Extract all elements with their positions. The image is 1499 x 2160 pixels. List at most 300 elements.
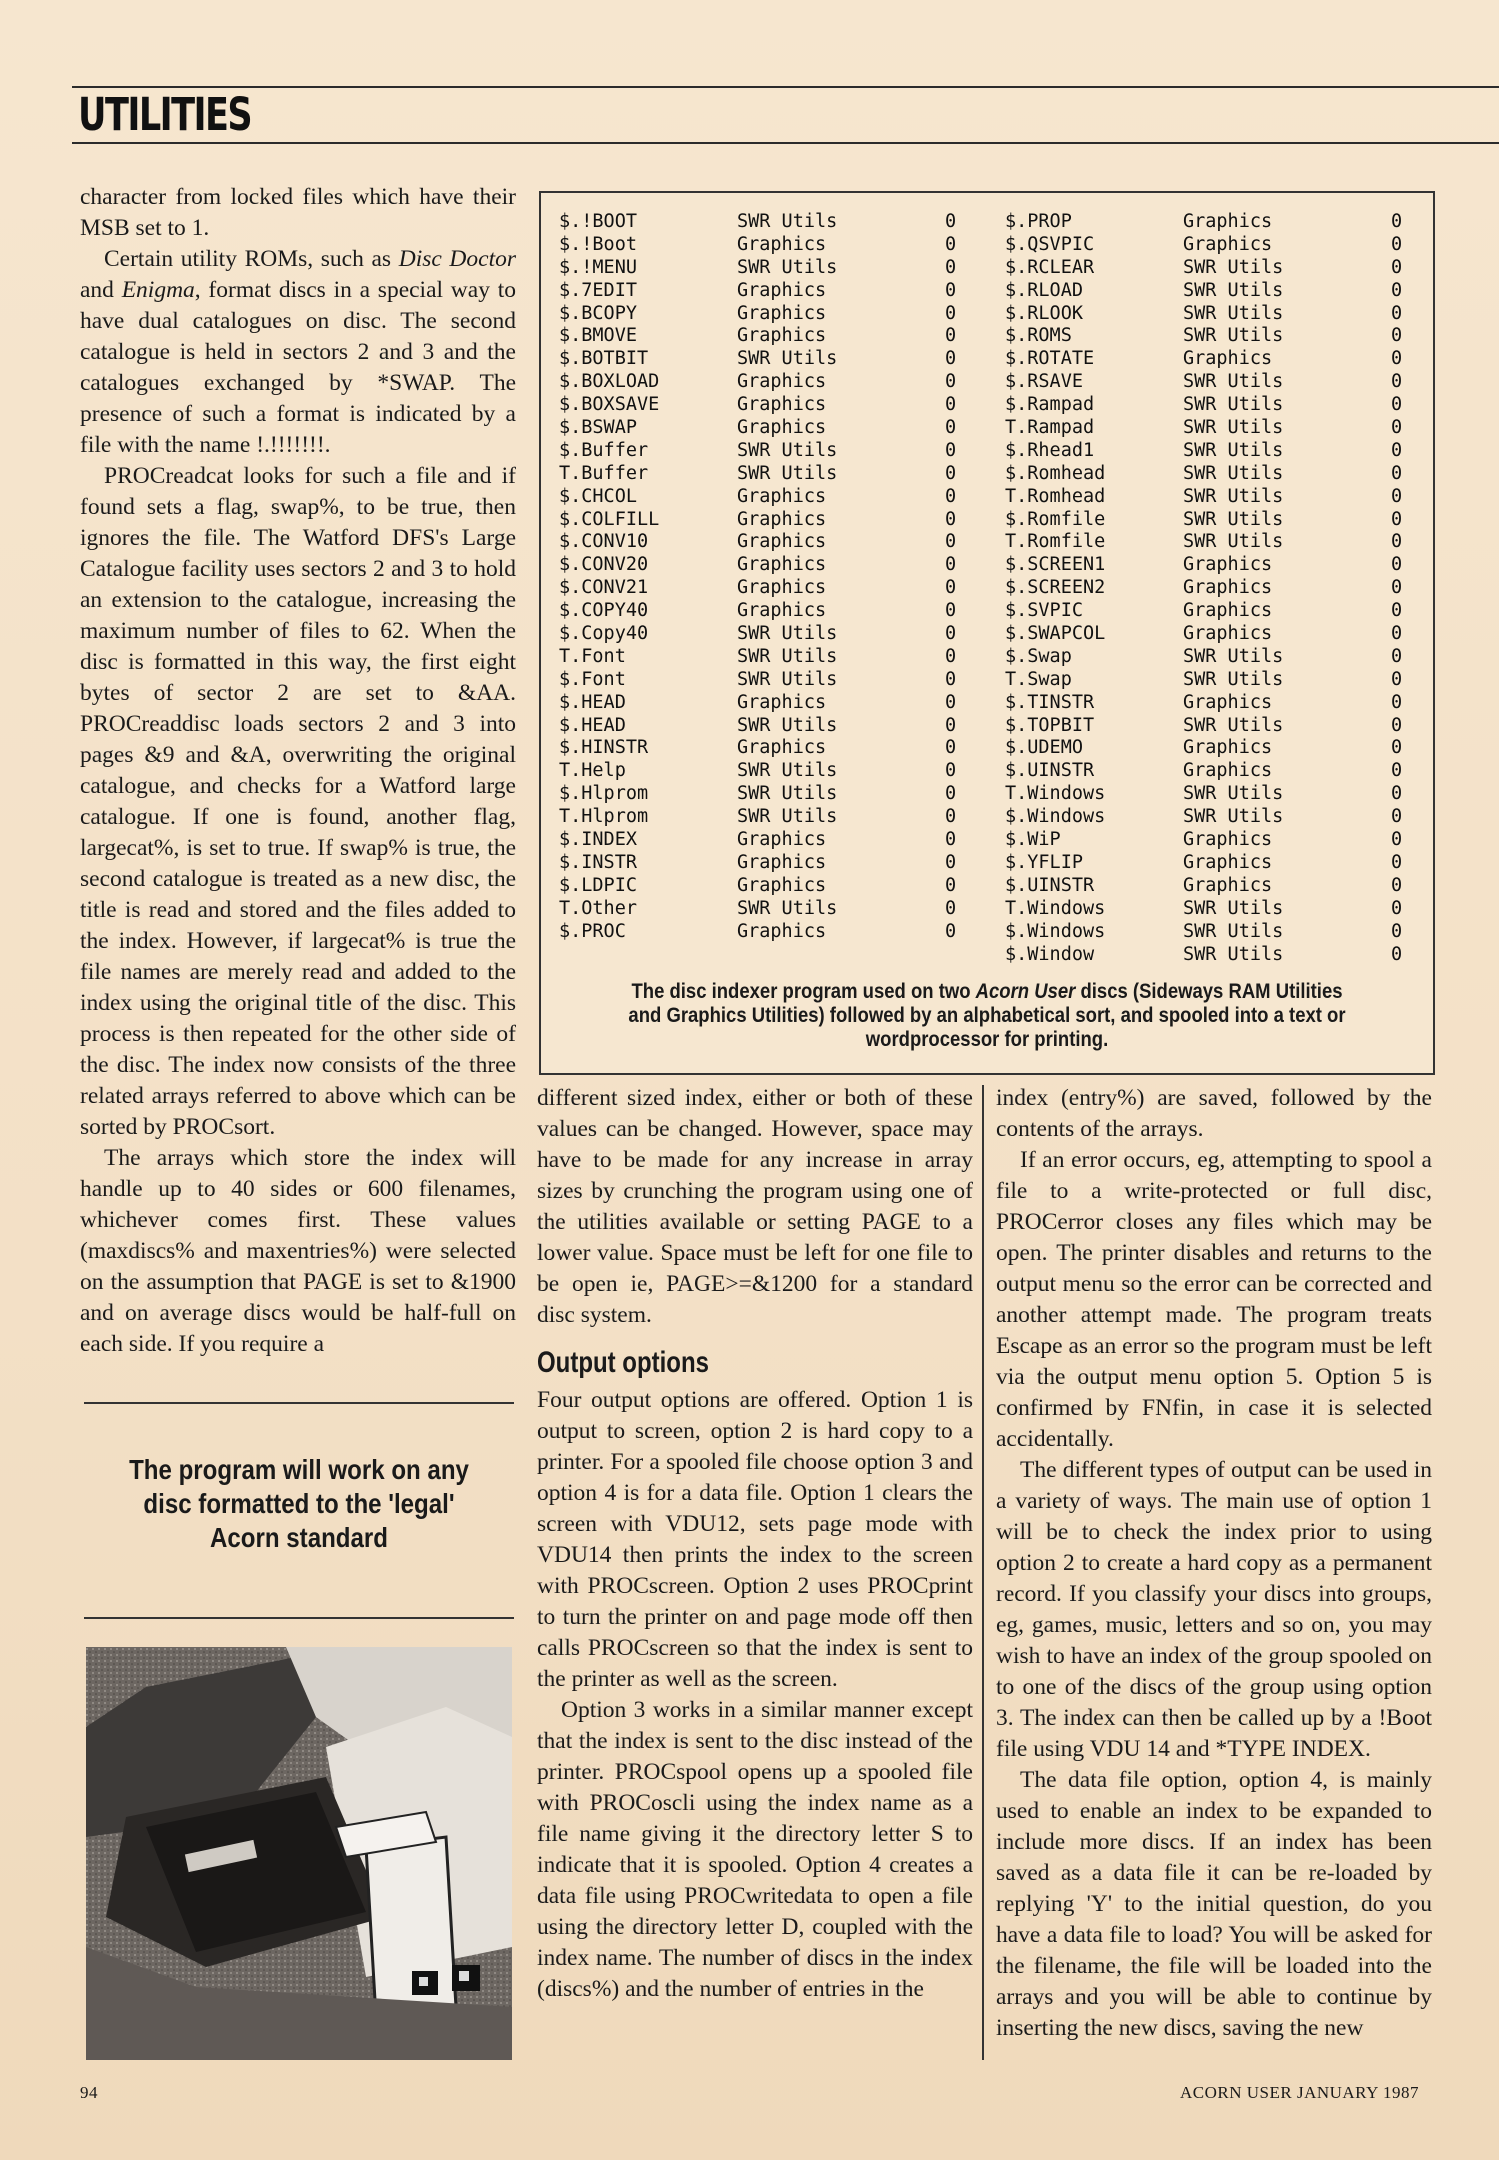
listing-row bbox=[559, 623, 1005, 646]
listing-count: 0 bbox=[1391, 508, 1403, 530]
listing-filename: $.Swap bbox=[1005, 645, 1072, 667]
listing-disc-title: Graphics bbox=[737, 554, 827, 576]
listing-filename: T.Romhead bbox=[1005, 485, 1106, 507]
listing-row bbox=[1005, 692, 1451, 715]
listing-count: 0 bbox=[1391, 325, 1403, 347]
listing-count: 0 bbox=[1391, 371, 1403, 393]
listing-count: 0 bbox=[945, 417, 957, 439]
listing-row bbox=[559, 325, 1005, 348]
listing-disc-title: Graphics bbox=[737, 279, 827, 301]
listing-filename: T.Other bbox=[559, 897, 637, 919]
listing-count: 0 bbox=[945, 600, 957, 622]
listing-row bbox=[1005, 898, 1451, 921]
col1-paragraph-4: The arrays which store the index will handle up to 40 sides or 600 filenames, whichever comes first. These values (maxdiscs% and maxentries%) were selected on the assumption that PAGE is set to &1900 and on average discs would be half-full on each side. If you require a bbox=[80, 1145, 516, 1357]
listing-disc-title: SWR Utils bbox=[1183, 302, 1284, 324]
italic-title: Acorn User bbox=[975, 979, 1076, 1003]
listing-row bbox=[559, 371, 1005, 394]
listing-filename: $.!Boot bbox=[559, 233, 637, 255]
listing-row bbox=[1005, 646, 1451, 669]
listing-disc-title: SWR Utils bbox=[737, 348, 838, 370]
listing-row bbox=[559, 417, 1005, 440]
listing-disc-title: SWR Utils bbox=[737, 256, 838, 278]
listing-filename: $.Font bbox=[559, 668, 626, 690]
listing-disc-title: SWR Utils bbox=[1183, 371, 1284, 393]
magazine-footer: ACORN USER JANUARY 1987 bbox=[1180, 2083, 1419, 2102]
column-3 bbox=[996, 1083, 1432, 2044]
text-span: discs (Sideways RAM Utilities and Graphics Utilities) followed by an alphabetical sort, and spooled into a text or wordprocessor for printing. bbox=[628, 979, 1346, 1051]
listing-disc-title: SWR Utils bbox=[1183, 279, 1284, 301]
listing-count: 0 bbox=[1391, 600, 1403, 622]
listing-count: 0 bbox=[945, 897, 957, 919]
listing-filename: $.YFLIP bbox=[1005, 851, 1083, 873]
listing-filename: T.Buffer bbox=[559, 462, 649, 484]
listing-count: 0 bbox=[945, 668, 957, 690]
listing-row bbox=[559, 852, 1005, 875]
col2-paragraph-2: Four output options are offered. Option 1 is output to screen, option 2 is hard copy to a printer. For a spooled file choose option 3 and option 4 is for a data file. Option 1 clears the screen with VDU12, sets page mode with VDU14 then prints the index to the screen with PROCscreen. Option 2 uses PROCprint to turn the printer on and page mode off then calls PROCscreen so that the index is sent to the printer as well as the screen. bbox=[537, 1387, 973, 1692]
listing-left-column bbox=[559, 211, 1005, 944]
listing-disc-title: Graphics bbox=[737, 851, 827, 873]
listing-row bbox=[1005, 623, 1451, 646]
listing-filename: $.SCREEN2 bbox=[1005, 577, 1106, 599]
listing-row bbox=[559, 600, 1005, 623]
listing-disc-title: Graphics bbox=[737, 920, 827, 942]
listing-row bbox=[559, 394, 1005, 417]
listing-disc-title: Graphics bbox=[737, 302, 827, 324]
listing-count: 0 bbox=[945, 348, 957, 370]
listing-row bbox=[559, 806, 1005, 829]
col1-paragraph-3: PROCreadcat looks for such a file and if found sets a flag, swap%, to be true, then ignores the file. The Watford DFS's Large Catalogue facility uses sectors 2 and 3 to hold an extension to the catalogue, increasing the maximum number of files to 62. When the disc is formatted in this way, the first eight bytes of sector 2 are set to &AA. PROCreaddisc loads sectors 2 and 3 into pages &9 and &A, overwriting the original catalogue, and checks for a Watford large catalogue. If one is found, another flag, largecat%, is set to true. If swap% is true, the second catalogue is treated as a new disc, the title is read and stored and the files added to the index. However, if largecat% is true the file names are merely read and added to the index using the original title of the disc. This process is then repeated for the other side of the disc. The index now consists of the three related arrays referred to above which can be sorted by PROCsort. bbox=[80, 463, 516, 1140]
listing-count: 0 bbox=[945, 554, 957, 576]
listing-filename: $.RLOAD bbox=[1005, 279, 1083, 301]
listing-disc-title: SWR Utils bbox=[737, 714, 838, 736]
listing-disc-title: Graphics bbox=[1183, 554, 1273, 576]
listing-row bbox=[1005, 783, 1451, 806]
listing-count: 0 bbox=[945, 645, 957, 667]
listing-disc-title: SWR Utils bbox=[737, 439, 838, 461]
listing-disc-title: SWR Utils bbox=[1183, 485, 1284, 507]
listing-disc-title: Graphics bbox=[737, 600, 827, 622]
listing-disc-title: Graphics bbox=[737, 233, 827, 255]
listing-count: 0 bbox=[1391, 394, 1403, 416]
col3-paragraph-1: index (entry%) are saved, followed by the contents of the arrays. bbox=[996, 1085, 1432, 1142]
listing-disc-title: SWR Utils bbox=[1183, 417, 1284, 439]
listing-count: 0 bbox=[1391, 806, 1403, 828]
listing-filename: $.INDEX bbox=[559, 829, 637, 851]
program-listing-box bbox=[539, 191, 1435, 1075]
listing-filename: T.Romfile bbox=[1005, 531, 1106, 553]
listing-disc-title: SWR Utils bbox=[1183, 897, 1284, 919]
listing-count: 0 bbox=[1391, 943, 1403, 965]
listing-disc-title: SWR Utils bbox=[1183, 943, 1284, 965]
listing-row bbox=[1005, 531, 1451, 554]
listing-filename: $.BCOPY bbox=[559, 302, 637, 324]
listing-count: 0 bbox=[945, 211, 957, 232]
listing-row bbox=[559, 646, 1005, 669]
listing-filename: $.Buffer bbox=[559, 439, 649, 461]
listing-count: 0 bbox=[945, 371, 957, 393]
listing-count: 0 bbox=[1391, 714, 1403, 736]
col2-paragraph-3: Option 3 works in a similar manner except that the index is sent to the disc instead of the printer. PROCspool opens up a spooled file with PROCoscli using the index name as a file name giving it the directory letter S to indicate that it is spooled. Option 4 creates a data file using PROCwritedata to open a file using the directory letter D, coupled with the index name. The number of discs in the index (discs%) and the number of entries in the bbox=[537, 1697, 973, 2002]
listing-row bbox=[1005, 371, 1451, 394]
listing-disc-title: SWR Utils bbox=[1183, 806, 1284, 828]
column-1 bbox=[80, 182, 516, 1360]
listing-filename: $.Copy40 bbox=[559, 623, 649, 645]
listing-filename: $.Windows bbox=[1005, 806, 1106, 828]
listing-disc-title: SWR Utils bbox=[737, 760, 838, 782]
listing-count: 0 bbox=[1391, 302, 1403, 324]
listing-count: 0 bbox=[1391, 645, 1403, 667]
italic-title: Enigma bbox=[121, 277, 195, 303]
listing-disc-title: SWR Utils bbox=[1183, 325, 1284, 347]
listing-filename: $.SVPIC bbox=[1005, 600, 1083, 622]
listing-disc-title: SWR Utils bbox=[1183, 714, 1284, 736]
listing-row bbox=[1005, 394, 1451, 417]
listing-disc-title: SWR Utils bbox=[1183, 920, 1284, 942]
listing-filename: T.Font bbox=[559, 645, 626, 667]
listing-filename: $.RSAVE bbox=[1005, 371, 1083, 393]
listing-filename: $.CONV10 bbox=[559, 531, 649, 553]
listing-disc-title: Graphics bbox=[737, 371, 827, 393]
listing-row bbox=[559, 669, 1005, 692]
listing-filename: $.BMOVE bbox=[559, 325, 637, 347]
listing-filename: $.HEAD bbox=[559, 714, 626, 736]
listing-filename: $.TOPBIT bbox=[1005, 714, 1095, 736]
listing-filename: $.BOTBIT bbox=[559, 348, 649, 370]
listing-disc-title: Graphics bbox=[737, 829, 827, 851]
col3-paragraph-2: If an error occurs, eg, attempting to spool a file to a write-protected or full disc, PROCerror closes any files which may be open. The printer disables and returns to the output menu so the error can be corrected and another attempt made. The program treats Escape as an error so the program must be left via the output menu option 5. Option 5 is confirmed by FNfin, in case it is selected accidentally. bbox=[996, 1147, 1432, 1452]
listing-disc-title: Graphics bbox=[737, 417, 827, 439]
listing-row bbox=[559, 463, 1005, 486]
listing-row bbox=[1005, 509, 1451, 532]
listing-filename: $.CONV20 bbox=[559, 554, 649, 576]
listing-count: 0 bbox=[945, 279, 957, 301]
listing-row bbox=[1005, 463, 1451, 486]
listing-filename: $.!BOOT bbox=[559, 211, 637, 232]
listing-disc-title: Graphics bbox=[1183, 623, 1273, 645]
listing-count: 0 bbox=[945, 874, 957, 896]
listing-filename: $.BSWAP bbox=[559, 417, 637, 439]
listing-count: 0 bbox=[945, 531, 957, 553]
listing-disc-title: SWR Utils bbox=[1183, 645, 1284, 667]
listing-filename: $.INSTR bbox=[559, 851, 637, 873]
listing-row bbox=[1005, 737, 1451, 760]
listing-filename: T.Windows bbox=[1005, 897, 1106, 919]
listing-row bbox=[1005, 921, 1451, 944]
listing-disc-title: SWR Utils bbox=[737, 668, 838, 690]
listing-row bbox=[1005, 577, 1451, 600]
listing-count: 0 bbox=[1391, 737, 1403, 759]
listing-row bbox=[559, 280, 1005, 303]
listing-count: 0 bbox=[1391, 256, 1403, 278]
listing-filename: $.RLOOK bbox=[1005, 302, 1083, 324]
listing-disc-title: SWR Utils bbox=[1183, 439, 1284, 461]
listing-filename: $.Romhead bbox=[1005, 462, 1106, 484]
italic-title: Disc Doctor bbox=[398, 246, 517, 272]
column-divider bbox=[982, 1085, 984, 2060]
listing-row bbox=[1005, 852, 1451, 875]
listing-row bbox=[559, 440, 1005, 463]
col3-paragraph-4: The data file option, option 4, is mainly used to enable an index to be expanded to include more discs. If an index has been saved as a data file it can be re-loaded by replying 'Y' to the initial question, do you have a data file to load? You will be asked for the filename, the file will be loaded into the arrays and you will be able to continue by inserting the new discs, saving the new bbox=[996, 1767, 1432, 2041]
listing-count: 0 bbox=[945, 737, 957, 759]
listing-count: 0 bbox=[1391, 485, 1403, 507]
listing-row bbox=[1005, 554, 1451, 577]
listing-count: 0 bbox=[945, 829, 957, 851]
listing-row bbox=[1005, 760, 1451, 783]
listing-filename: $.UDEMO bbox=[1005, 737, 1083, 759]
listing-filename: $.ROTATE bbox=[1005, 348, 1095, 370]
listing-row bbox=[1005, 257, 1451, 280]
listing-count: 0 bbox=[945, 302, 957, 324]
listing-row bbox=[1005, 280, 1451, 303]
listing-filename: $.Window bbox=[1005, 943, 1095, 965]
listing-count: 0 bbox=[1391, 874, 1403, 896]
listing-filename: $.7EDIT bbox=[559, 279, 637, 301]
listing-filename: $.PROC bbox=[559, 920, 626, 942]
listing-count: 0 bbox=[1391, 920, 1403, 942]
listing-filename: $.CHCOL bbox=[559, 485, 637, 507]
listing-filename: $.CONV21 bbox=[559, 577, 649, 599]
listing-count: 0 bbox=[1391, 897, 1403, 919]
listing-disc-title: Graphics bbox=[1183, 577, 1273, 599]
listing-row bbox=[559, 577, 1005, 600]
listing-filename: $.Romfile bbox=[1005, 508, 1106, 530]
listing-row bbox=[1005, 234, 1451, 257]
listing-count: 0 bbox=[1391, 623, 1403, 645]
text-span: , format discs in a special way to have dual catalogues on disc. The second catalogue is held in sectors 2 and 3 and the catalogues exchanged by *SWAP. The presence of such a format is indicated by a file with the name !.!!!!!!!. bbox=[80, 277, 516, 458]
listing-count: 0 bbox=[945, 920, 957, 942]
listing-count: 0 bbox=[945, 233, 957, 255]
header-underline bbox=[72, 142, 1499, 144]
listing-disc-title: Graphics bbox=[1183, 211, 1273, 232]
listing-filename: $.UINSTR bbox=[1005, 760, 1095, 782]
listing-row bbox=[1005, 600, 1451, 623]
listing-filename: $.HINSTR bbox=[559, 737, 649, 759]
listing-count: 0 bbox=[1391, 462, 1403, 484]
listing-count: 0 bbox=[1391, 691, 1403, 713]
listing-disc-title: Graphics bbox=[1183, 737, 1273, 759]
listing-filename: $.QSVPIC bbox=[1005, 233, 1095, 255]
listing-row bbox=[1005, 944, 1451, 967]
listing-filename: $.SWAPCOL bbox=[1005, 623, 1106, 645]
listing-row bbox=[559, 760, 1005, 783]
listing-disc-title: Graphics bbox=[737, 508, 827, 530]
listing-row bbox=[1005, 715, 1451, 738]
listing-row bbox=[1005, 348, 1451, 371]
listing-filename: T.Rampad bbox=[1005, 417, 1095, 439]
col3-paragraph-3: The different types of output can be used in a variety of ways. The main use of option 1 will be to check the index prior to using option 2 to create a hard copy as a permanent record. If you classify your discs into groups, eg, games, music, letters and so on, you may wish to have an index of the group spooled on to one of the discs of the group using option 3. The index can then be called up by a !Boot file using VDU 14 and *TYPE INDEX. bbox=[996, 1457, 1432, 1762]
col1-paragraph-2 bbox=[80, 244, 516, 461]
listing-disc-title: SWR Utils bbox=[737, 897, 838, 919]
caption-text bbox=[621, 979, 1354, 1051]
listing-row bbox=[1005, 829, 1451, 852]
col2-paragraph-1: different sized index, either or both of these values can be changed. However, space may have to be made for any increase in array sizes by crunching the program using one of the utilities available or setting PAGE to a lower value. Space must be left for one file to be open ie, PAGE>=&1200 for a standard disc system. bbox=[537, 1085, 973, 1328]
listing-count: 0 bbox=[945, 760, 957, 782]
listing-filename: T.Windows bbox=[1005, 783, 1106, 805]
listing-disc-title: SWR Utils bbox=[1183, 394, 1284, 416]
listing-right-column bbox=[1005, 211, 1451, 966]
listing-row bbox=[559, 715, 1005, 738]
listing-row bbox=[1005, 303, 1451, 326]
listing-filename: $.ROMS bbox=[1005, 325, 1072, 347]
listing-row bbox=[559, 737, 1005, 760]
listing-disc-title: Graphics bbox=[737, 394, 827, 416]
listing-row bbox=[1005, 440, 1451, 463]
listing-disc-title: SWR Utils bbox=[1183, 531, 1284, 553]
listing-disc-title: SWR Utils bbox=[1183, 462, 1284, 484]
listing-count: 0 bbox=[945, 783, 957, 805]
listing-disc-title: Graphics bbox=[737, 531, 827, 553]
listing-filename: $.LDPIC bbox=[559, 874, 637, 896]
listing-count: 0 bbox=[945, 851, 957, 873]
page-number: 94 bbox=[80, 2083, 98, 2102]
listing-row bbox=[559, 783, 1005, 806]
listing-disc-title: Graphics bbox=[737, 485, 827, 507]
listing-filename: $.Rhead1 bbox=[1005, 439, 1095, 461]
listing-count: 0 bbox=[1391, 279, 1403, 301]
listing-row bbox=[559, 348, 1005, 371]
listing-count: 0 bbox=[1391, 668, 1403, 690]
listing-filename: $.UINSTR bbox=[1005, 874, 1095, 896]
listing-disc-title: Graphics bbox=[1183, 600, 1273, 622]
listing-filename: $.TINSTR bbox=[1005, 691, 1095, 713]
listing-disc-title: Graphics bbox=[1183, 829, 1273, 851]
header-rule bbox=[72, 86, 1499, 88]
listing-disc-title: Graphics bbox=[1183, 760, 1273, 782]
listing-disc-title: SWR Utils bbox=[737, 806, 838, 828]
listing-row bbox=[559, 509, 1005, 532]
listing-count: 0 bbox=[1391, 531, 1403, 553]
listing-row bbox=[559, 921, 1005, 944]
listing-disc-title: Graphics bbox=[737, 874, 827, 896]
listing-count: 0 bbox=[1391, 211, 1403, 232]
listing-disc-title: Graphics bbox=[1183, 691, 1273, 713]
listing-disc-title: Graphics bbox=[737, 691, 827, 713]
listing-count: 0 bbox=[945, 806, 957, 828]
listing-filename: $.BOXLOAD bbox=[559, 371, 660, 393]
listing-filename: T.Swap bbox=[1005, 668, 1072, 690]
listing-count: 0 bbox=[1391, 783, 1403, 805]
listing-disc-title: SWR Utils bbox=[737, 623, 838, 645]
listing-count: 0 bbox=[1391, 348, 1403, 370]
listing-filename: $.SCREEN1 bbox=[1005, 554, 1106, 576]
listing-filename: $.COPY40 bbox=[559, 600, 649, 622]
listing-count: 0 bbox=[945, 394, 957, 416]
listing-filename: T.Hlprom bbox=[559, 806, 649, 828]
listing-disc-title: Graphics bbox=[1183, 851, 1273, 873]
text-span: The disc indexer program used on two bbox=[631, 979, 976, 1003]
listing-row bbox=[1005, 486, 1451, 509]
listing-disc-title: SWR Utils bbox=[1183, 256, 1284, 278]
listing-count: 0 bbox=[1391, 417, 1403, 439]
listing-disc-title: Graphics bbox=[1183, 874, 1273, 896]
listing-count: 0 bbox=[1391, 829, 1403, 851]
listing-row bbox=[559, 257, 1005, 280]
listing-row bbox=[559, 531, 1005, 554]
listing-filename: $.WiP bbox=[1005, 829, 1061, 851]
listing-row bbox=[559, 554, 1005, 577]
pullquote-text: The program will work on any disc formatted to the 'legal' Acorn standard bbox=[129, 1454, 469, 1553]
listing-disc-title: SWR Utils bbox=[1183, 668, 1284, 690]
pullquote bbox=[84, 1453, 514, 1555]
listing-disc-title: Graphics bbox=[1183, 233, 1273, 255]
listing-row bbox=[559, 898, 1005, 921]
listing-filename: $.!MENU bbox=[559, 256, 637, 278]
photo-illustration bbox=[86, 1647, 512, 2060]
listing-filename: $.COLFILL bbox=[559, 508, 660, 530]
photo-disc-boxes bbox=[86, 1647, 512, 2060]
listing-count: 0 bbox=[945, 577, 957, 599]
listing-count: 0 bbox=[945, 623, 957, 645]
listing-count: 0 bbox=[945, 325, 957, 347]
listing-disc-title: Graphics bbox=[737, 577, 827, 599]
listing-filename: $.PROP bbox=[1005, 211, 1072, 232]
listing-filename: $.Windows bbox=[1005, 920, 1106, 942]
listing-disc-title: SWR Utils bbox=[737, 462, 838, 484]
listing-row bbox=[559, 234, 1005, 257]
listing-filename: $.Rampad bbox=[1005, 394, 1095, 416]
listing-disc-title: SWR Utils bbox=[737, 211, 838, 232]
listing-count: 0 bbox=[1391, 439, 1403, 461]
listing-count: 0 bbox=[1391, 577, 1403, 599]
listing-filename: $.BOXSAVE bbox=[559, 394, 660, 416]
listing-count: 0 bbox=[945, 462, 957, 484]
text-span: and bbox=[80, 277, 122, 303]
listing-filename: $.RCLEAR bbox=[1005, 256, 1095, 278]
col1-paragraph-1: character from locked files which have their MSB set to 1. bbox=[80, 184, 516, 241]
listing-row bbox=[1005, 417, 1451, 440]
listing-row bbox=[559, 303, 1005, 326]
listing-row bbox=[1005, 669, 1451, 692]
listing-count: 0 bbox=[1391, 760, 1403, 782]
text-span: Certain utility ROMs, such as bbox=[104, 246, 399, 272]
listing-count: 0 bbox=[1391, 233, 1403, 255]
subheading-output-options: Output options bbox=[537, 1346, 709, 1379]
listing-count: 0 bbox=[945, 714, 957, 736]
listing-row bbox=[1005, 325, 1451, 348]
pullquote-rule-top bbox=[84, 1402, 514, 1404]
listing-count: 0 bbox=[945, 508, 957, 530]
listing-caption bbox=[561, 979, 1413, 1051]
listing-row bbox=[559, 875, 1005, 898]
listing-row bbox=[1005, 875, 1451, 898]
listing-count: 0 bbox=[1391, 554, 1403, 576]
listing-disc-title: Graphics bbox=[1183, 348, 1273, 370]
listing-disc-title: Graphics bbox=[737, 737, 827, 759]
listing-disc-title: SWR Utils bbox=[1183, 508, 1284, 530]
listing-count: 0 bbox=[945, 439, 957, 461]
listing-count: 0 bbox=[945, 256, 957, 278]
listing-count: 0 bbox=[945, 691, 957, 713]
listing-row bbox=[559, 211, 1005, 234]
listing-row bbox=[559, 829, 1005, 852]
listing-disc-title: Graphics bbox=[737, 325, 827, 347]
column-2 bbox=[537, 1083, 973, 2005]
listing-count: 0 bbox=[945, 485, 957, 507]
listing-row bbox=[559, 486, 1005, 509]
listing-row bbox=[1005, 806, 1451, 829]
listing-filename: $.HEAD bbox=[559, 691, 626, 713]
section-title: UTILITIES bbox=[78, 88, 252, 141]
listing-count: 0 bbox=[1391, 851, 1403, 873]
listing-disc-title: SWR Utils bbox=[737, 783, 838, 805]
pullquote-rule-bottom bbox=[84, 1617, 514, 1619]
listing-filename: $.Hlprom bbox=[559, 783, 649, 805]
listing-row bbox=[559, 692, 1005, 715]
listing-row bbox=[1005, 211, 1451, 234]
listing-disc-title: SWR Utils bbox=[1183, 783, 1284, 805]
listing-filename: T.Help bbox=[559, 760, 626, 782]
listing-disc-title: SWR Utils bbox=[737, 645, 838, 667]
